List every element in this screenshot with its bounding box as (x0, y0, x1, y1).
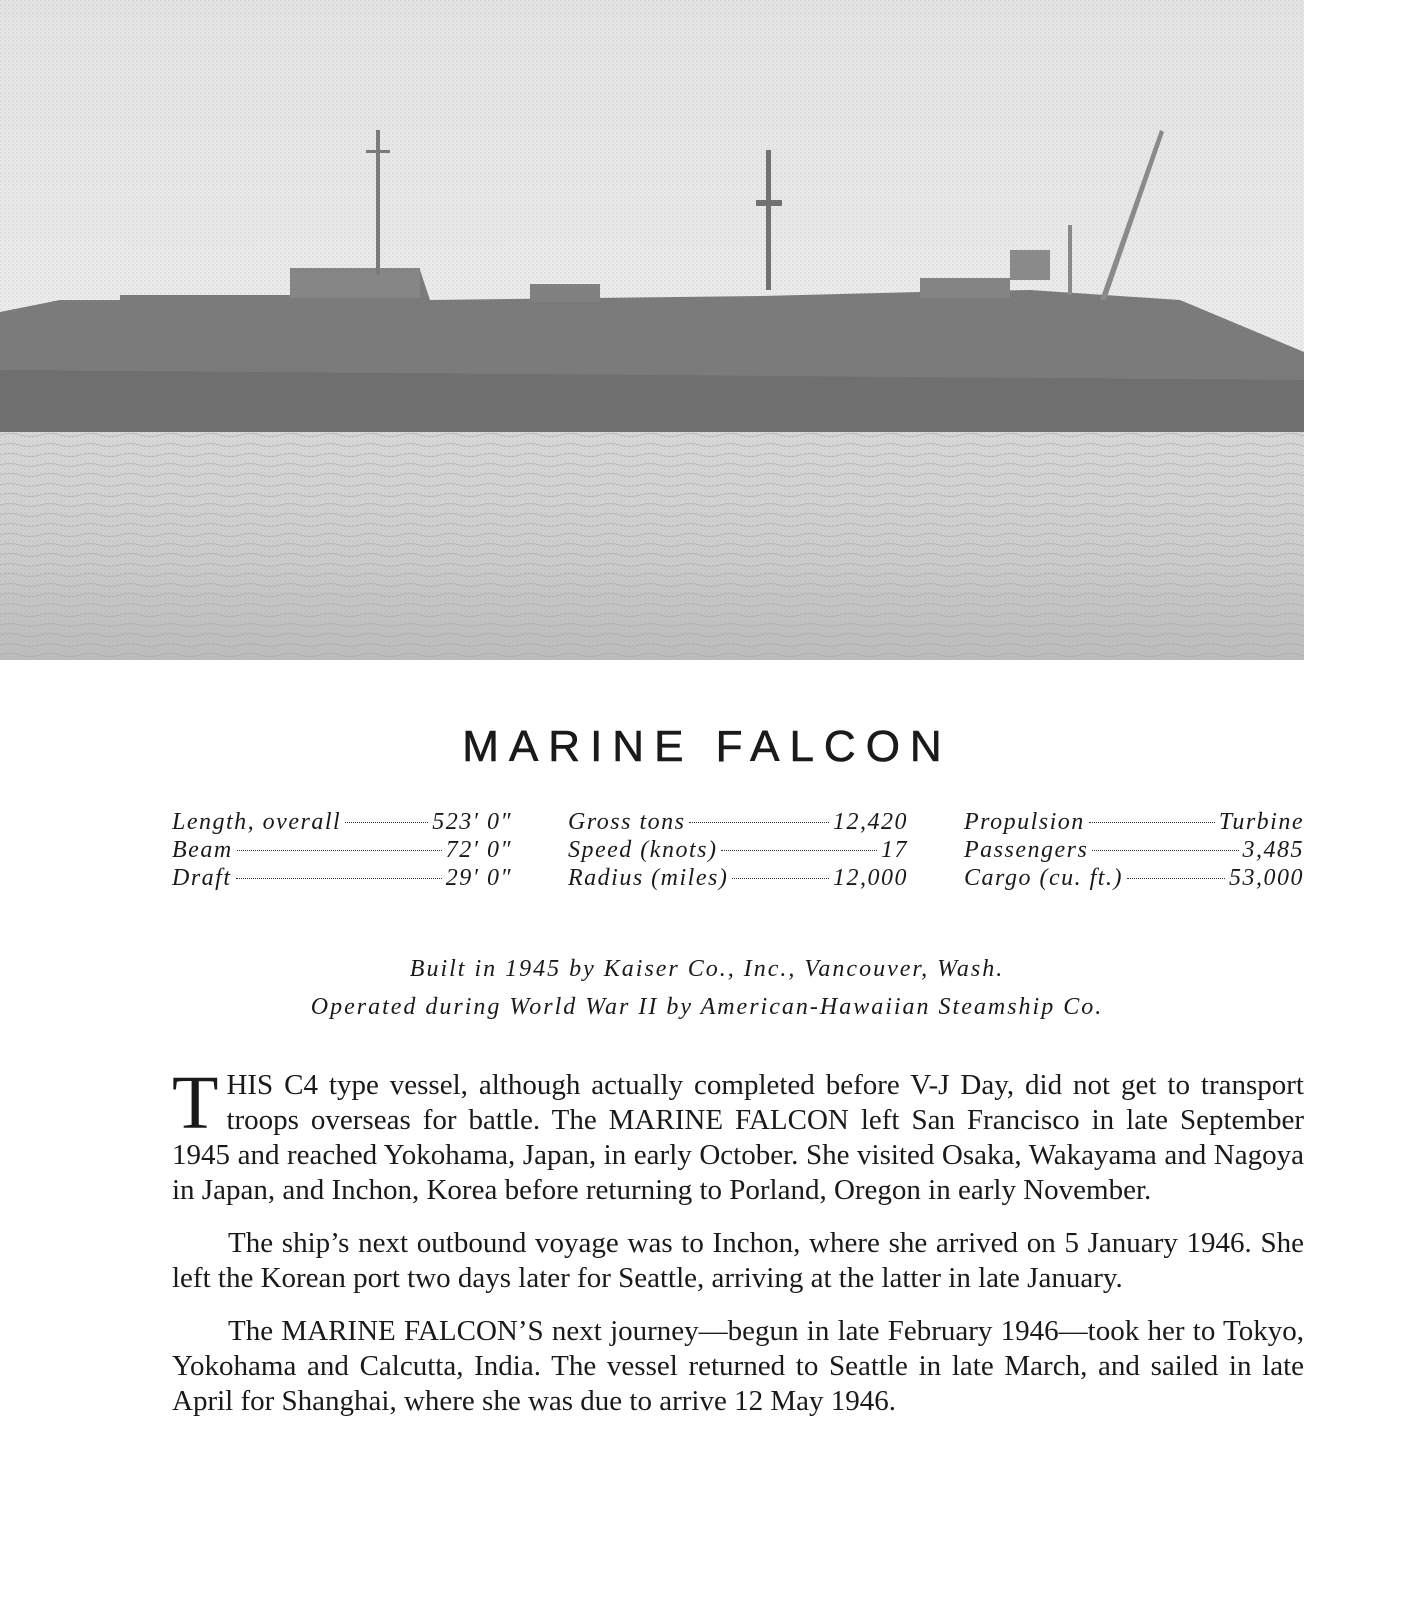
spec-row-radius (568, 864, 908, 892)
spec-row-speed (568, 836, 908, 864)
spec-row-propulsion (964, 808, 1304, 836)
ship-title: MARINE FALCON (462, 722, 952, 771)
operator-info-line: Operated during World War II by American-Hawaiian Steamship Co. (310, 994, 1104, 1020)
paragraph-2: The ship’s next outbound voyage was to Inchon, where she arrived on 5 January 1946. She left the Korean port two days later for Seattle, arriving at the latter in late January. (172, 1227, 1304, 1294)
spec-label: Passengers (964, 837, 1089, 863)
spec-row-length (172, 808, 512, 836)
spec-row-draft (172, 864, 512, 892)
leader-dots (237, 850, 442, 851)
leader-dots (1127, 878, 1225, 879)
ship-photo-graphic (0, 0, 1304, 660)
paragraph-3: The MARINE FALCON’S next journey—begun in late February 1946—took her to Tokyo, Yokohama and Calcutta, India. The vessel returned to Seattle in late March, and sailed in late April for Shanghai, where she was due to arrive 12 May 1946. (172, 1315, 1304, 1417)
spec-label: Speed (knots) (568, 837, 718, 863)
spec-value: 12,420 (833, 809, 908, 835)
spec-label: Gross tons (568, 809, 686, 835)
spec-value: 523′ 0″ (432, 809, 512, 835)
spec-row-passengers (964, 836, 1304, 864)
spec-label: Radius (miles) (568, 865, 729, 891)
history-text (172, 1061, 1304, 1437)
spec-label: Length, overall (172, 809, 342, 835)
leader-dots (236, 878, 442, 879)
spec-value: 29′ 0″ (445, 865, 512, 891)
spec-row-cargo (964, 864, 1304, 892)
leader-dots (721, 850, 877, 851)
spec-row-gross-tons (568, 808, 908, 836)
spec-label: Beam (172, 837, 233, 863)
spec-value: 12,000 (833, 865, 908, 891)
spec-value: 53,000 (1229, 865, 1304, 891)
spec-value: Turbine (1218, 809, 1304, 835)
spec-column-capacity (964, 808, 1304, 892)
spec-value: 72′ 0″ (445, 837, 512, 863)
build-info-line: Built in 1945 by Kaiser Co., Inc., Vancouver, Wash. (409, 956, 1005, 982)
leader-dots (732, 878, 829, 879)
build-info (0, 950, 1414, 1026)
spec-row-beam (172, 836, 512, 864)
spec-label: Cargo (cu. ft.) (964, 865, 1123, 891)
spec-label: Propulsion (964, 809, 1085, 835)
leader-dots (345, 822, 428, 823)
spec-column-performance (568, 808, 908, 892)
paragraph-1 (172, 1061, 1304, 1208)
paragraph-1-text: HIS C4 type vessel, although actually completed before V-J Day, did not get to transport troops overseas for battle. The MARINE FALCON left San Francisco in late September 1945 and reached Yokohama, Japan, in early October. She visited Osaka, Wakayama and Nagoya in Japan, and Inchon, Korea before returning to Porland, Oregon in early November. (172, 1069, 1304, 1206)
spec-value: 3,485 (1242, 837, 1304, 863)
ship-photo (0, 0, 1304, 660)
leader-dots (1089, 822, 1215, 823)
leader-dots (689, 822, 829, 823)
spec-column-dimensions (172, 808, 512, 892)
drop-cap: T (172, 1061, 219, 1145)
leader-dots (1092, 850, 1238, 851)
spec-value: 17 (881, 837, 908, 863)
spec-table (172, 808, 1304, 892)
spec-label: Draft (172, 865, 232, 891)
